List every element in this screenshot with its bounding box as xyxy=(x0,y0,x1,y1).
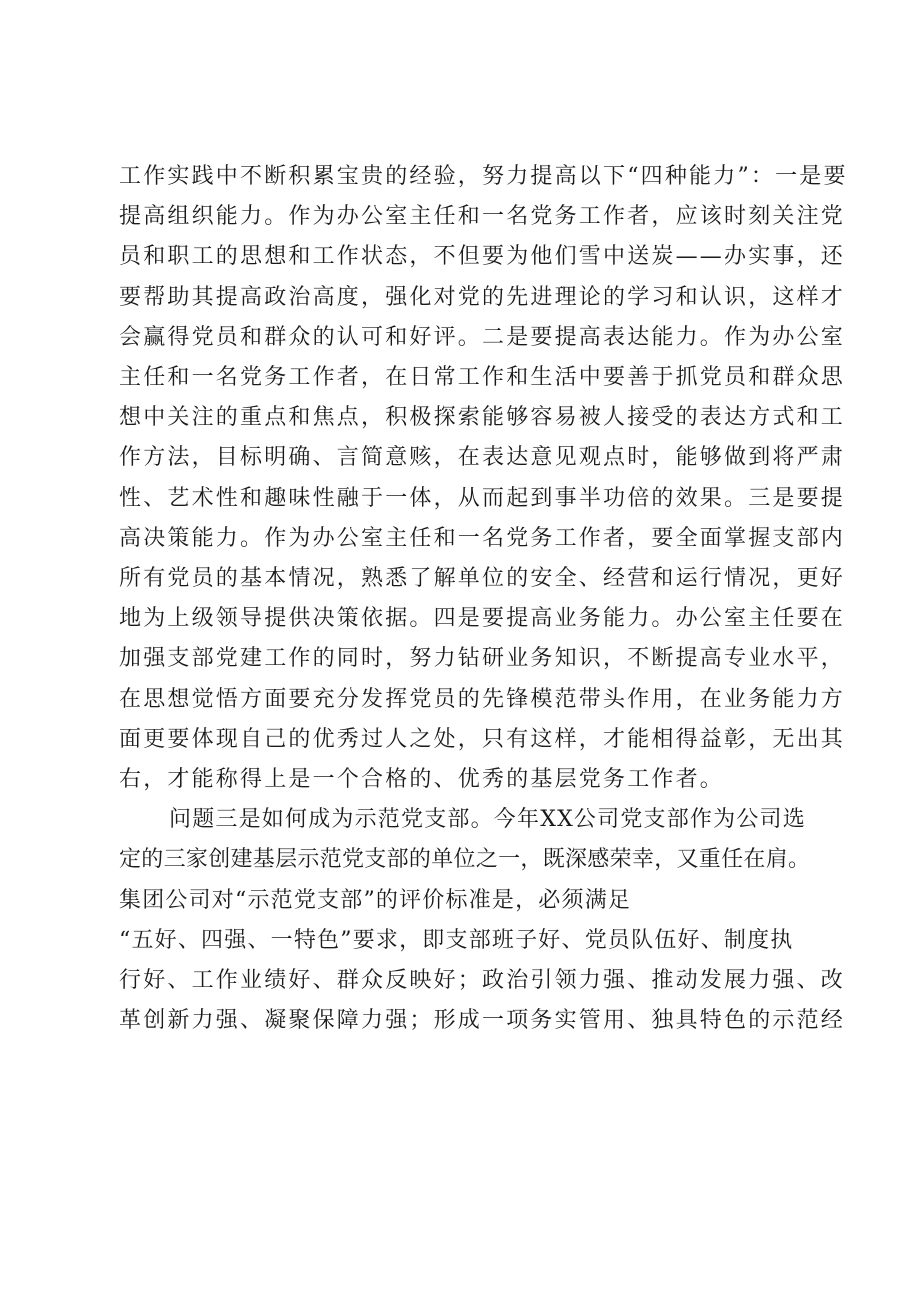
text-line: 员和职工的思想和工作状态，不但要为他们雪中送炭——办实事，还 xyxy=(119,244,846,270)
text-line: 地为上级领导提供决策依据。四是要提高业务能力。办公室主任要在 xyxy=(119,606,846,632)
text-line: 高决策能力。作为办公室主任和一名党务工作者，要全面掌握支部内 xyxy=(119,525,846,551)
text-line: 主任和一名党务工作者，在日常工作和生活中要善于抓党员和群众思 xyxy=(119,365,846,391)
text-line: 面更要体现自己的优秀过人之处，只有这样，才能相得益彰，无出其 xyxy=(119,726,846,752)
text-line: 会赢得党员和群众的认可和好评。二是要提高表达能力。作为办公室 xyxy=(119,324,846,350)
text-line: 作方法，目标明确、言简意赅，在表达意见观点时，能够做到将严肃 xyxy=(119,445,846,471)
text-line: 性、艺术性和趣味性融于一体，从而起到事半功倍的效果。三是要提 xyxy=(119,485,846,511)
text-line: 所有党员的基本情况，熟悉了解单位的安全、经营和运行情况，更好 xyxy=(119,566,846,592)
text-line: 右，才能称得上是一个合格的、优秀的基层党务工作者。 xyxy=(119,767,725,793)
text-line: 加强支部党建工作的同时，努力钻研业务知识，不断提高专业水平， xyxy=(119,646,846,672)
body-text xyxy=(119,157,848,1041)
text-line: 革创新力强、凝聚保障力强；形成一项务实管用、独具特色的示范经 xyxy=(119,1008,846,1034)
text-line: 提高组织能力。作为办公室主任和一名党务工作者，应该时刻关注党 xyxy=(119,204,846,230)
text-line: 集团公司对“示范党支部”的评价标准是，必须满足 xyxy=(119,887,632,913)
text-line: “五好、四强、一特色”要求，即支部班子好、党员队伍好、制度执 xyxy=(119,927,794,953)
paragraph-start-line: 问题三是如何成为示范党支部。今年XX公司党支部作为公司选 xyxy=(169,807,806,833)
text-line: 行好、工作业绩好、群众反映好；政治引领力强、推动发展力强、改 xyxy=(119,968,846,994)
text-line: 想中关注的重点和焦点，积极探索能够容易被人接受的表达方式和工 xyxy=(119,405,846,431)
text-line: 定的三家创建基层示范党支部的单位之一，既深感荣幸，又重任在肩。 xyxy=(119,847,811,873)
text-line: 在思想觉悟方面要充分发挥党员的先锋模范带头作用，在业务能力方 xyxy=(119,686,846,712)
text-line: 工作实践中不断积累宝贵的经验，努力提高以下“四种能力”：一是要 xyxy=(119,164,848,189)
text-line: 要帮助其提高政治高度，强化对党的先进理论的学习和认识，这样才 xyxy=(119,284,846,310)
